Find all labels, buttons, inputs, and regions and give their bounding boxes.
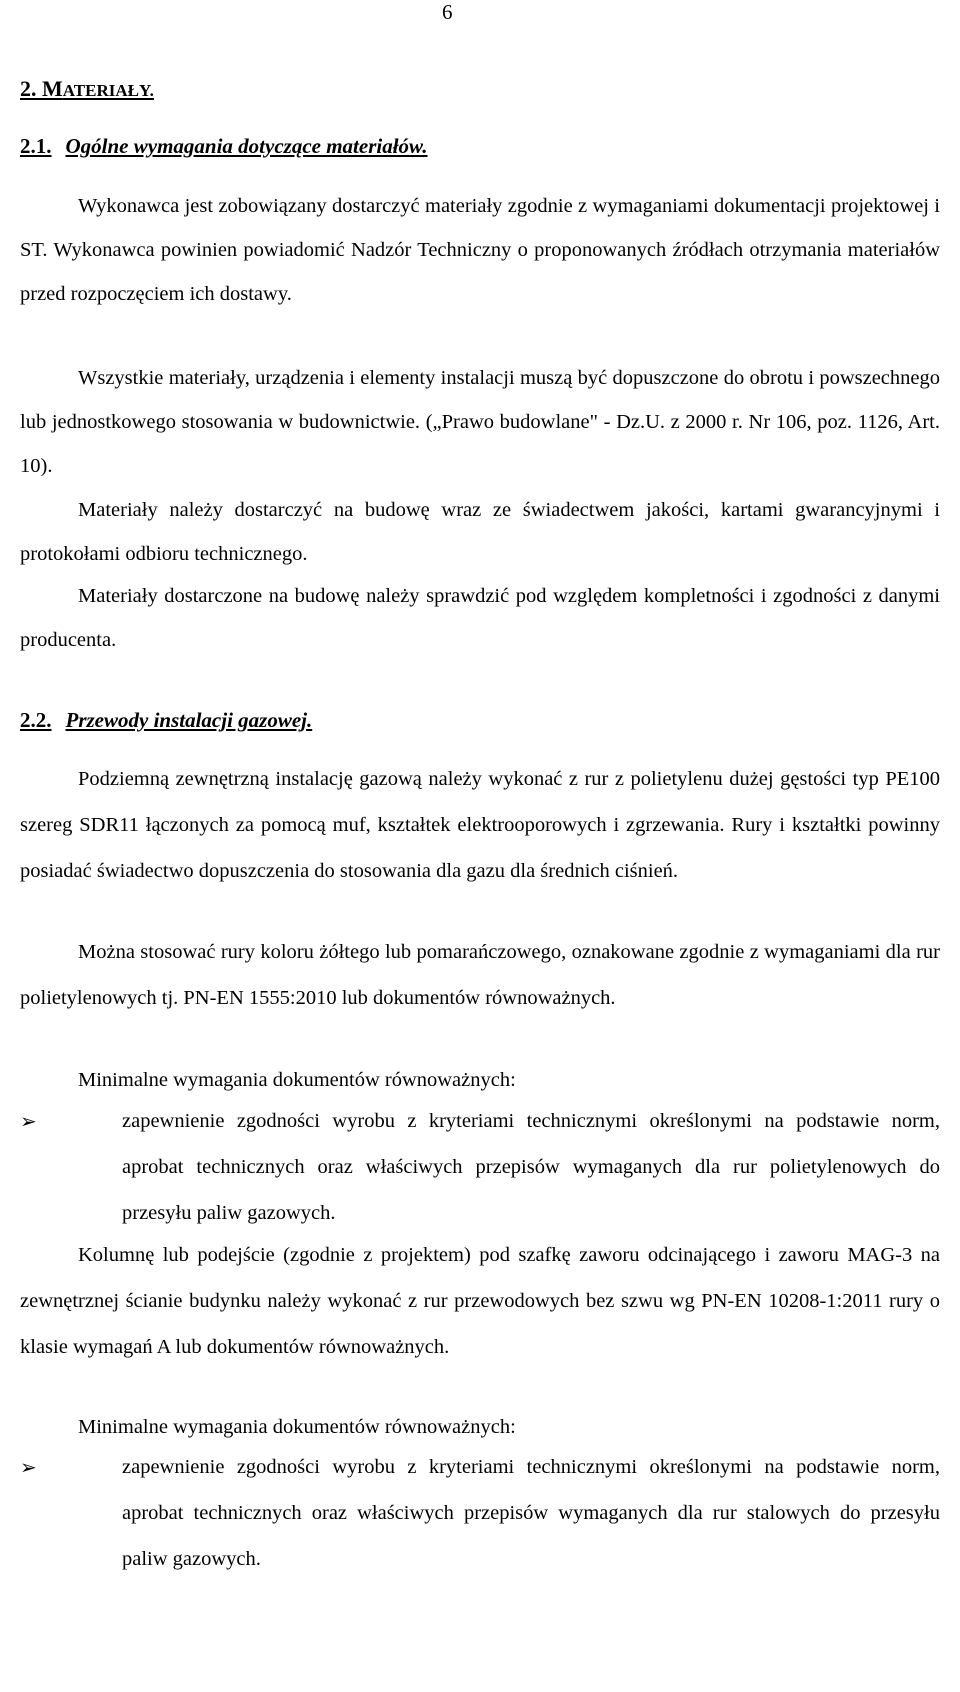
paragraph-pe-pipes: Podziemną zewnętrzną instalację gazową należy wykonać z rur z polietylenu dużej gęstości typ PE100 szereg SDR11 łączonych za pomocą muf, kształtek elektrooporowych i zgrzewania. Rury i kształtki powinny posiadać świadectwo dopuszczenia do stosowania dla gazu dla średnich ciśnień. — [20, 768, 940, 882]
section-number: 2. — [20, 76, 37, 101]
subsection-number: 2.1. — [20, 134, 52, 158]
paragraph-admission: Wszystkie materiały, urządzenia i elementy instalacji muszą być dopuszczone do obrotu i powszechnego lub jednostkowego stosowania w budownictwie. („Prawo budowlane" - Dz.U. z 2000 r. Nr 106, poz. 1126, Art. 10). — [20, 367, 940, 477]
subsection-heading-2-2 — [20, 705, 312, 735]
paragraph-verification: Materiały dostarczone na budowę należy sprawdzić pod względem kompletności i zgodności z danymi producenta. — [20, 585, 940, 651]
list-item-text: zapewnienie zgodności wyrobu z kryteriami technicznymi określonymi na podstawie norm, aprobat technicznych oraz właściwych przepisów wymaganych dla rur stalowych do przesyłu paliw gazowych. — [122, 1456, 940, 1570]
paragraph-contractor-duty: Wykonawca jest zobowiązany dostarczyć materiały zgodnie z wymaganiami dokumentacji projektowej i ST. Wykonawca powinien powiadomić Nadzór Techniczny o proponowanych źródłach otrzymania materiałów przed rozpoczęciem ich dostawy. — [20, 195, 940, 305]
arrow-bullet-icon: ➢ — [20, 1109, 37, 1133]
section-title-initial: M — [42, 76, 63, 101]
arrow-bullet-icon: ➢ — [20, 1455, 37, 1479]
paragraph-pipe-color: Można stosować rury koloru żółtego lub pomarańczowego, oznakowane zgodnie z wymaganiami dla rur polietylenowych tj. PN-EN 1555:2010 lub dokumentów równoważnych. — [20, 941, 940, 1009]
paragraph-steel-riser: Kolumnę lub podejście (zgodnie z projektem) pod szafkę zaworu odcinającego i zaworu MAG-3 na zewnętrznej ścianie budynku należy wykonać z rur przewodowych bez szwu wg PN-EN 10208-1:2011 rury o klasie wymagań A lub dokumentów równoważnych. — [20, 1244, 940, 1358]
minimum-requirements-label: Minimalne wymagania dokumentów równoważnych: — [78, 1069, 516, 1091]
list-item — [20, 1098, 940, 1236]
list-item-text: zapewnienie zgodności wyrobu z kryteriami technicznymi określonymi na podstawie norm, aprobat technicznych oraz właściwych przepisów wymaganych dla rur polietylenowych do przesyłu paliw gazowych. — [122, 1110, 940, 1224]
subsection-number: 2.2. — [20, 708, 52, 732]
subsection-title: Ogólne wymagania dotyczące materiałów. — [65, 134, 428, 158]
page-number: 6 — [442, 0, 453, 24]
minimum-requirements-label: Minimalne wymagania dokumentów równoważnych: — [78, 1416, 516, 1438]
list-item — [20, 1444, 940, 1582]
section-heading — [20, 74, 154, 106]
paragraph-certificates: Materiały należy dostarczyć na budowę wraz ze świadectwem jakości, kartami gwarancyjnymi i protokołami odbioru technicznego. — [20, 499, 940, 565]
section-title-rest: ATERIAŁY. — [62, 81, 154, 100]
subsection-title: Przewody instalacji gazowej. — [65, 708, 313, 732]
subsection-heading-2-1 — [20, 131, 428, 161]
